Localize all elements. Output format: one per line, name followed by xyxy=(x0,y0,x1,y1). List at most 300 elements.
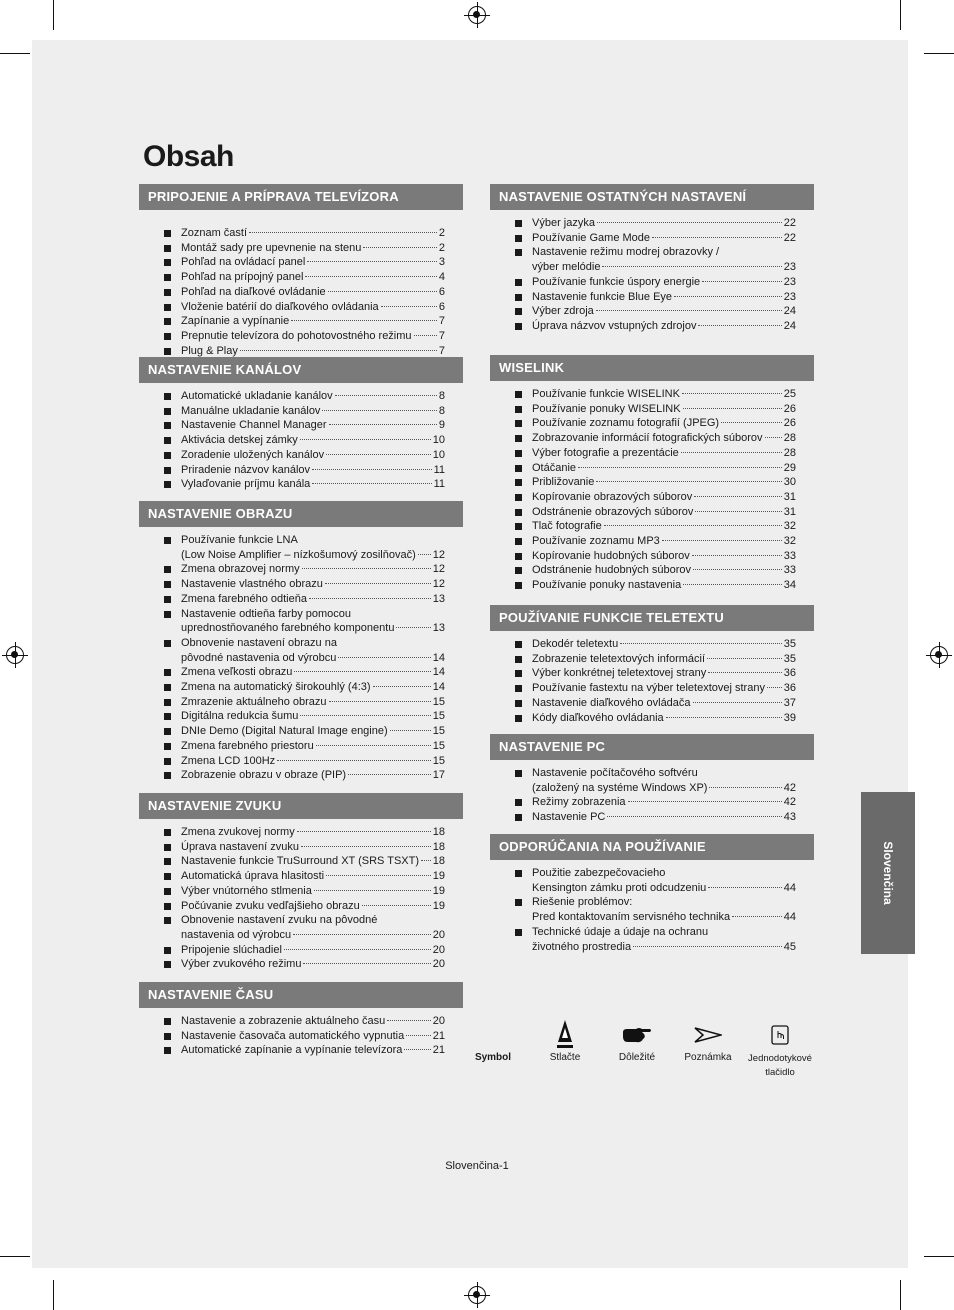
toc-list xyxy=(490,637,814,725)
dot-leader xyxy=(682,393,782,394)
toc-entry-text: Automatická úprava hlasitosti xyxy=(181,870,325,883)
dot-leader xyxy=(381,306,437,307)
toc-entry-text: Zmena zvukovej normy xyxy=(181,826,295,838)
toc-entry-line xyxy=(532,475,796,490)
toc-entry xyxy=(490,652,814,667)
toc-entry-text: (Low Noise Amplifier – nízkošumový zosilňovač) xyxy=(181,548,416,561)
toc-section-connection xyxy=(139,184,463,358)
toc-page-number: 15 xyxy=(432,754,445,767)
toc-entry-text: Používanie funkcie WISELINK xyxy=(532,388,680,400)
toc-page-number: 42 xyxy=(783,796,796,809)
toc-entry xyxy=(139,270,463,285)
toc-entry-text: Odstránenie hudobných súborov xyxy=(532,564,691,577)
toc-page-number: 26 xyxy=(783,402,796,415)
toc-entry-text: Zmena farebného odtieňa xyxy=(181,592,307,605)
toc-entry-line xyxy=(532,881,796,896)
toc-page-number: 13 xyxy=(432,622,445,635)
legend-important xyxy=(607,1018,667,1063)
toc-page-number: 15 xyxy=(432,695,445,708)
toc-entry-text: Kensington zámku proti odcudzeniu xyxy=(532,881,707,894)
toc-entry-line xyxy=(181,825,445,840)
toc-entry xyxy=(490,810,814,825)
dot-leader xyxy=(348,774,431,775)
dot-leader xyxy=(301,846,431,847)
toc-page-number: 33 xyxy=(783,564,796,577)
arrow-note-icon xyxy=(678,1018,738,1052)
dot-leader xyxy=(326,875,431,876)
toc-entry-text: Výber zvukového režimu xyxy=(181,958,302,971)
toc-entry-line xyxy=(181,300,445,315)
toc-entry xyxy=(139,869,463,884)
toc-page-number: 14 xyxy=(432,666,445,679)
toc-entry-text: Zoradenie uložených kanálov xyxy=(181,448,325,461)
toc-entry xyxy=(490,475,814,490)
toc-entry xyxy=(490,519,814,534)
toc-entry-line xyxy=(181,562,445,577)
toc-entry-line xyxy=(181,577,445,592)
dot-leader xyxy=(578,467,782,468)
toc-entry xyxy=(139,592,463,607)
dot-leader xyxy=(277,760,431,761)
toc-entry-line xyxy=(181,329,445,344)
toc-page-number: 19 xyxy=(432,870,445,883)
dot-leader xyxy=(300,439,431,440)
toc-entry-text: Riešenie problémov: xyxy=(532,896,633,909)
toc-entry-text: Zmena na automatický širokouhlý (4:3) xyxy=(181,681,371,694)
dot-leader xyxy=(693,569,782,570)
toc-page-number: 2 xyxy=(438,227,445,239)
legend-symbol-label: Symbol xyxy=(474,1052,512,1063)
toc-entry xyxy=(139,840,463,855)
legend-note-label: Poznámka xyxy=(684,1052,732,1063)
toc-entry-line xyxy=(532,231,796,246)
page-title: Obsah xyxy=(143,140,234,173)
toc-entry xyxy=(139,255,463,270)
toc-entry-text: uprednostňovaného farebného komponentu xyxy=(181,622,395,635)
toc-entry-text: Prepnutie televízora do pohotovostného režimu xyxy=(181,329,412,342)
toc-entry-text: Otáčanie xyxy=(532,461,577,474)
toc-entry xyxy=(490,431,814,446)
toc-entry-line xyxy=(532,402,796,417)
toc-page-number: 24 xyxy=(783,319,796,332)
registration-mark-icon xyxy=(930,646,948,664)
toc-page-number: 22 xyxy=(783,231,796,244)
toc-entry-text: Kódy diaľkového ovládania xyxy=(532,711,664,724)
toc-entry-line xyxy=(181,724,445,739)
toc-entry xyxy=(490,711,814,726)
section-heading: NASTAVENIE ZVUKU xyxy=(139,793,463,819)
toc-entry-text: Používanie ponuky nastavenia xyxy=(532,579,682,592)
toc-entry xyxy=(490,795,814,810)
dot-leader xyxy=(326,454,431,455)
section-heading: NASTAVENIE OSTATNÝCH NASTAVENÍ xyxy=(490,184,814,210)
toc-entry-line xyxy=(532,290,796,305)
toc-entry-text: Zapínanie a vypínanie xyxy=(181,315,290,328)
dot-leader xyxy=(312,469,432,470)
toc-page-number: 17 xyxy=(432,769,445,782)
toc-section-sound xyxy=(139,793,463,972)
dot-leader xyxy=(765,437,782,438)
toc-page-number: 9 xyxy=(438,419,445,432)
toc-entry xyxy=(139,533,463,562)
toc-entry xyxy=(490,766,814,795)
toc-page-number: 20 xyxy=(432,958,445,971)
toc-entry-text: Nastavenie a zobrazenie aktuálneho času xyxy=(181,1015,386,1027)
toc-page-number: 20 xyxy=(432,928,445,941)
dot-leader xyxy=(708,887,781,888)
dot-leader xyxy=(329,701,431,702)
legend-press-label: Stlačte xyxy=(549,1052,581,1063)
toc-page-number: 28 xyxy=(783,432,796,445)
toc-page-number: 8 xyxy=(438,390,445,402)
toc-entry xyxy=(139,884,463,899)
dot-leader xyxy=(302,568,431,569)
legend-symbol xyxy=(468,1018,518,1063)
toc-page-number: 18 xyxy=(432,855,445,868)
page-footer: Slovenčina-1 xyxy=(445,1160,509,1172)
dot-leader xyxy=(335,395,437,396)
toc-page-number: 20 xyxy=(432,943,445,956)
toc-section-time xyxy=(139,982,463,1058)
toc-entry-text: Obnovenie nastavení zvuku na pôvodné xyxy=(181,914,378,927)
toc-entry-line xyxy=(532,781,796,796)
toc-entry xyxy=(490,490,814,505)
toc-page-number: 35 xyxy=(783,652,796,665)
toc-entry-line xyxy=(532,652,796,667)
toc-entry-line xyxy=(181,768,445,783)
toc-entry-text: Nastavenie režimu modrej obrazovky / xyxy=(532,246,720,259)
toc-entry-line xyxy=(532,681,796,696)
toc-entry xyxy=(139,854,463,869)
toc-entry-text: životného prostredia xyxy=(532,940,632,953)
dot-leader xyxy=(414,335,437,336)
press-icon xyxy=(540,1018,590,1052)
toc-entry xyxy=(139,636,463,665)
toc-entry-text: Zmrazenie aktuálneho obrazu xyxy=(181,695,327,708)
toc-entry-text: Používanie ponuky WISELINK xyxy=(532,402,681,415)
toc-page-number: 22 xyxy=(783,217,796,229)
crop-mark xyxy=(0,53,30,54)
toc-section-pc xyxy=(490,734,814,825)
registration-mark-icon xyxy=(468,6,486,24)
toc-entry xyxy=(490,216,814,231)
dot-leader xyxy=(674,296,782,297)
one-touch-button-icon xyxy=(742,1018,818,1052)
toc-page-number: 42 xyxy=(783,781,796,794)
toc-entry-text: Nastavenie diaľkového ovládača xyxy=(532,696,691,709)
toc-entry-line xyxy=(181,1043,445,1058)
section-heading: NASTAVENIE PC xyxy=(490,734,814,760)
toc-page-number: 28 xyxy=(783,446,796,459)
toc-page-number: 32 xyxy=(783,535,796,548)
toc-entry-text: Pohľad na diaľkové ovládanie xyxy=(181,285,326,298)
toc-entry-line xyxy=(532,461,796,476)
toc-list xyxy=(139,533,463,783)
toc-entry-text: Použitie zabezpečovacieho xyxy=(532,867,666,879)
toc-entry-line xyxy=(181,695,445,710)
toc-page-number: 7 xyxy=(438,329,445,342)
toc-entry xyxy=(139,695,463,710)
toc-entry-line xyxy=(181,869,445,884)
toc-entry xyxy=(490,505,814,520)
toc-entry-text: Používanie zoznamu fotografií (JPEG) xyxy=(532,417,720,430)
toc-entry-text: Priradenie názvov kanálov xyxy=(181,463,311,476)
toc-page-number: 29 xyxy=(783,461,796,474)
toc-entry xyxy=(139,768,463,783)
toc-page-number: 10 xyxy=(432,434,445,447)
toc-page-number: 14 xyxy=(432,651,445,664)
toc-page-number: 34 xyxy=(783,579,796,592)
toc-entry-line xyxy=(181,270,445,285)
toc-page-number: 6 xyxy=(438,300,445,313)
toc-entry xyxy=(139,577,463,592)
toc-list xyxy=(490,216,814,334)
section-heading: PRIPOJENIE A PRÍPRAVA TELEVÍZORA xyxy=(139,184,463,210)
toc-section-wiselink xyxy=(490,355,814,593)
toc-entry xyxy=(139,957,463,972)
toc-entry-text: Približovanie xyxy=(532,476,595,489)
dot-leader xyxy=(693,702,782,703)
toc-entry xyxy=(490,304,814,319)
toc-entry xyxy=(490,387,814,402)
toc-entry xyxy=(139,314,463,329)
toc-page-number: 26 xyxy=(783,417,796,430)
crop-mark xyxy=(53,1280,54,1310)
dot-leader xyxy=(708,672,781,673)
dot-leader xyxy=(732,916,782,917)
dot-leader xyxy=(596,481,781,482)
dot-leader xyxy=(293,934,431,935)
toc-entry xyxy=(490,245,814,274)
toc-section-teletext xyxy=(490,605,814,725)
toc-entry-text: Nastavenie PC xyxy=(532,811,606,824)
toc-entry-text: Automatické ukladanie kanálov xyxy=(181,390,333,402)
toc-page-number: 44 xyxy=(783,881,796,894)
toc-entry-text: Používanie zoznamu MP3 xyxy=(532,535,660,548)
toc-entry-text: Vylaďovanie príjmu kanála xyxy=(181,478,311,491)
toc-entry-text: Obnovenie nastavení obrazu na xyxy=(181,636,337,649)
toc-entry-text: Nastavenie funkcie Blue Eye xyxy=(532,290,673,303)
toc-entry-text: Pred kontaktovaním servisného technika xyxy=(532,911,731,924)
section-heading: NASTAVENIE OBRAZU xyxy=(139,501,463,527)
dot-leader xyxy=(373,686,431,687)
dot-leader xyxy=(602,266,781,267)
toc-entry xyxy=(490,681,814,696)
toc-entry xyxy=(139,241,463,256)
toc-entry-line xyxy=(181,389,445,404)
toc-page-number: 19 xyxy=(432,899,445,912)
toc-entry-line xyxy=(181,1014,445,1029)
toc-entry-text: výber melódie xyxy=(532,261,601,274)
dot-leader xyxy=(316,745,431,746)
toc-entry-text: Používanie fastextu na výber teletextovej strany xyxy=(532,682,765,695)
toc-entry xyxy=(490,290,814,305)
toc-page-number: 14 xyxy=(432,681,445,694)
toc-entry-text: Nastavenie časovača automatického vypnutia xyxy=(181,1029,405,1042)
toc-entry-line xyxy=(181,680,445,695)
toc-page-number: 7 xyxy=(438,315,445,328)
toc-entry xyxy=(139,724,463,739)
toc-entry-line xyxy=(181,418,445,433)
dot-leader xyxy=(604,525,782,526)
toc-entry-line xyxy=(181,433,445,448)
dot-leader xyxy=(698,325,781,326)
toc-entry-line xyxy=(181,884,445,899)
toc-entry xyxy=(490,275,814,290)
toc-entry-line xyxy=(181,709,445,724)
toc-page-number: 15 xyxy=(432,710,445,723)
toc-entry-line xyxy=(181,928,445,943)
crop-mark xyxy=(0,1256,30,1257)
toc-page-number: 12 xyxy=(432,563,445,576)
toc-entry xyxy=(490,319,814,334)
toc-entry-text: Kopírovanie obrazových súborov xyxy=(532,490,693,503)
toc-page-number: 18 xyxy=(432,840,445,853)
dot-leader xyxy=(312,483,431,484)
toc-entry-text: Tlač fotografie xyxy=(532,520,602,533)
dot-leader xyxy=(240,350,437,351)
toc-entry-text: Používanie Game Mode xyxy=(532,231,651,244)
toc-entry-line xyxy=(181,899,445,914)
toc-entry-line xyxy=(532,387,796,402)
toc-entry xyxy=(139,754,463,769)
toc-entry-text: Nastavenie vlastného obrazu xyxy=(181,578,323,591)
dot-leader xyxy=(309,598,431,599)
dot-leader xyxy=(390,730,431,731)
toc-entry-text: Výber zdroja xyxy=(532,305,594,318)
dot-leader xyxy=(314,890,431,891)
toc-entry-text: Montáž sady pre upevnenie na stenu xyxy=(181,241,362,254)
toc-entry-line xyxy=(181,255,445,270)
dot-leader xyxy=(695,511,781,512)
crop-mark xyxy=(53,0,54,30)
toc-entry xyxy=(490,231,814,246)
toc-entry-line xyxy=(532,446,796,461)
toc-entry-line xyxy=(181,754,445,769)
toc-page-number: 33 xyxy=(783,549,796,562)
toc-entry xyxy=(490,637,814,652)
toc-entry-line xyxy=(181,592,445,607)
dot-leader xyxy=(597,222,782,223)
dot-leader xyxy=(300,715,430,716)
section-heading: POUŽÍVANIE FUNKCIE TELETEXTU xyxy=(490,605,814,631)
toc-section-channels xyxy=(139,357,463,492)
toc-page-number: 12 xyxy=(432,578,445,591)
toc-entry-text: Zobrazovanie informácií fotografických súborov xyxy=(532,432,763,445)
toc-entry-text: DNIe Demo (Digital Natural Image engine) xyxy=(181,725,388,738)
toc-page-number: 15 xyxy=(432,725,445,738)
toc-entry-line xyxy=(532,578,796,593)
dot-leader xyxy=(652,237,782,238)
crop-mark xyxy=(900,0,901,30)
dot-leader xyxy=(707,658,782,659)
toc-entry-text: Zobrazenie obrazu v obraze (PIP) xyxy=(181,769,347,782)
dot-leader xyxy=(338,657,430,658)
toc-entry-line xyxy=(532,505,796,520)
toc-list xyxy=(490,866,814,954)
toc-entry-line xyxy=(532,711,796,726)
toc-entry xyxy=(490,416,814,431)
dot-leader xyxy=(692,555,782,556)
toc-entry-line xyxy=(181,463,445,478)
toc-page-number: 36 xyxy=(783,682,796,695)
toc-entry-line xyxy=(181,477,445,492)
dot-leader xyxy=(387,1020,431,1021)
toc-entry-text: (založený na systéme Windows XP) xyxy=(532,781,708,794)
toc-entry-line xyxy=(181,957,445,972)
toc-page-number: 11 xyxy=(433,478,445,491)
dot-leader xyxy=(666,717,782,718)
toc-entry xyxy=(139,433,463,448)
toc-entry-line xyxy=(532,637,796,652)
toc-entry-line xyxy=(181,314,445,329)
toc-entry xyxy=(139,1014,463,1029)
dot-leader xyxy=(721,422,782,423)
toc-page-number: 10 xyxy=(432,448,445,461)
toc-entry xyxy=(139,477,463,492)
toc-entry xyxy=(139,899,463,914)
toc-entry-text: Digitálna redukcia šumu xyxy=(181,710,299,723)
dot-leader xyxy=(620,643,782,644)
dot-leader xyxy=(329,424,437,425)
toc-entry-line xyxy=(532,563,796,578)
toc-page-number: 30 xyxy=(783,476,796,489)
toc-page-number: 6 xyxy=(438,285,445,298)
dot-leader xyxy=(406,1035,431,1036)
pointing-hand-icon xyxy=(607,1018,667,1052)
dot-leader xyxy=(709,787,781,788)
toc-page-number: 20 xyxy=(432,1015,445,1027)
legend-important-label: Dôležité xyxy=(618,1052,656,1063)
toc-entry-text: nastavenia od výrobcu xyxy=(181,928,292,941)
dot-leader xyxy=(305,276,436,277)
dot-leader xyxy=(633,946,782,947)
toc-entry-line xyxy=(181,404,445,419)
toc-entry xyxy=(139,329,463,344)
toc-entry xyxy=(139,665,463,680)
toc-entry-line xyxy=(532,666,796,681)
dot-leader xyxy=(607,816,781,817)
toc-entry-line xyxy=(532,431,796,446)
toc-page-number: 18 xyxy=(432,826,445,838)
toc-entry-line xyxy=(181,621,445,636)
dot-leader xyxy=(291,320,437,321)
toc-entry-line xyxy=(181,226,445,241)
toc-entry-line xyxy=(532,275,796,290)
dot-leader xyxy=(363,247,436,248)
legend-press xyxy=(540,1018,590,1063)
toc-entry xyxy=(139,285,463,300)
toc-page-number: 8 xyxy=(438,404,445,417)
toc-entry xyxy=(490,895,814,924)
toc-page-number: 44 xyxy=(783,911,796,924)
dot-leader xyxy=(702,281,782,282)
toc-list xyxy=(139,389,463,492)
dot-leader xyxy=(322,410,436,411)
toc-page-number: 32 xyxy=(783,520,796,533)
toc-list xyxy=(490,387,814,593)
dot-leader xyxy=(683,408,782,409)
toc-entry-text: Zobrazenie teletextových informácií xyxy=(532,652,706,665)
toc-list xyxy=(490,766,814,825)
toc-page-number: 23 xyxy=(783,275,796,288)
toc-entry-line xyxy=(181,548,445,563)
toc-entry xyxy=(139,463,463,478)
dot-leader xyxy=(328,291,437,292)
toc-page-number: 15 xyxy=(432,739,445,752)
toc-page-number: 23 xyxy=(783,261,796,274)
legend-note xyxy=(678,1018,738,1063)
